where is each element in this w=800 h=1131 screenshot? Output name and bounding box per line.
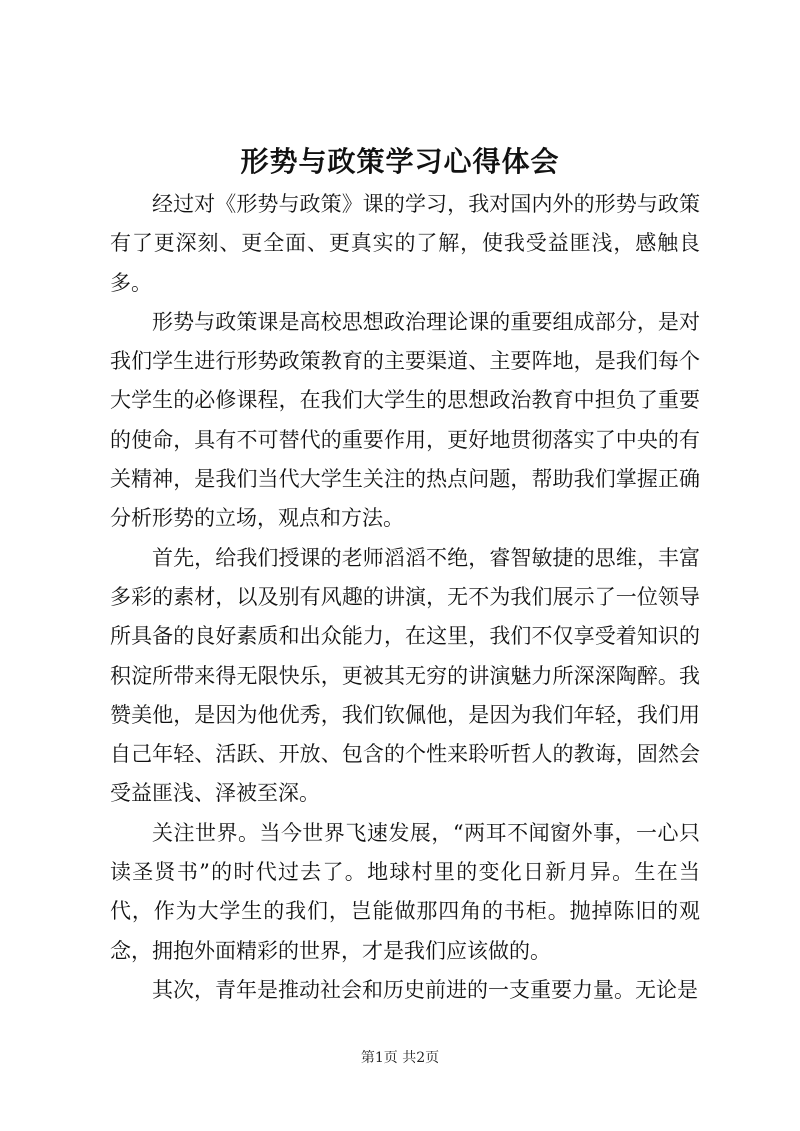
page-title: 形势与政策学习心得体会: [240, 145, 560, 178]
paragraph-1: 经过对《形势与政策》课的学习，我对国内外的形势与政策有了更深刻、更全面、更真实的了解，使我受益匪浅，感触良多。: [110, 192, 700, 295]
paragraph-2: 形势与政策课是高校思想政治理论课的重要组成部分，是对我们学生进行形势政策教育的主要渠道、主要阵地，是我们每个大学生的必修课程，在我们大学生的思想政治教育中担负了重要的使命，具有不可替代的重要作用，更好地贯彻落实了中央的有关精神，是我们当代大学生关注的热点问题，帮助我们掌握正确分析形势的立场，观点和方法。: [110, 309, 700, 531]
paragraph-3: 首先，给我们授课的老师滔滔不绝，睿智敏捷的思维，丰富多彩的素材，以及别有风趣的讲演，无不为我们展示了一位领导所具备的良好素质和出众能力，在这里，我们不仅享受着知识的积淀所带来得无限快乐，更被其无穷的讲演魅力所深深陶醉。我赞美他，是因为他优秀，我们钦佩他，是因为我们年轻，我们用自己年轻、活跃、开放、包含的个性来聆听哲人的教诲，固然会受益匪浅、泽被至深。: [110, 545, 700, 806]
document-body: [110, 185, 700, 1010]
page-number-footer: 第1页 共2页: [360, 1050, 440, 1066]
paragraph-5: 其次，青年是推动社会和历史前进的一支重要力量。无论是: [152, 977, 698, 1002]
paragraph-4: 关注世界。当今世界飞速发展，“两耳不闻窗外事，一心只读圣贤书”的时代过去了。地球村里的变化日新月异。生在当代，作为大学生的我们，岂能做那四角的书柜。抛掉陈旧的观念，拥抱外面精彩的世界，才是我们应该做的。: [110, 820, 700, 963]
